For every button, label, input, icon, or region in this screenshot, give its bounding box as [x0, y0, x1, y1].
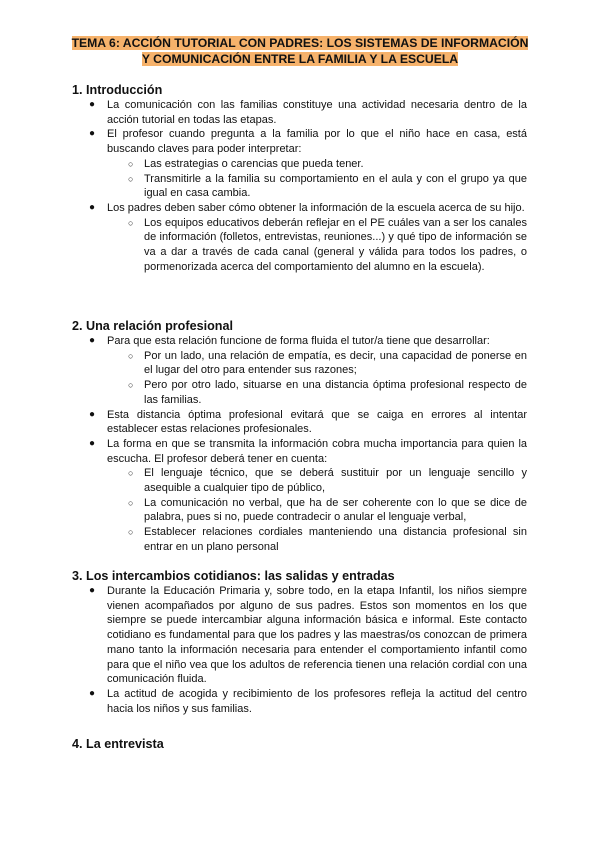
list-item — [0, 172, 527, 201]
bullet-icon: ● — [89, 99, 96, 110]
section-heading: 4. La entrevista — [72, 737, 164, 751]
list-item-text: La actitud de acogida y recibimiento de los profesores refleja la actitud del centro hacia los niños y sus familias. — [107, 687, 527, 715]
hollow-bullet-icon: ○ — [128, 497, 134, 508]
list-item-text: Esta distancia óptima profesional evitará que se caiga en errores al intentar establecer estas relaciones profesionales. — [107, 408, 527, 436]
list-item-text: Transmitirle a la familia su comportamiento en el aula y con el grupo ya que igual en casa cambia. — [144, 172, 527, 200]
hollow-bullet-icon: ○ — [128, 173, 134, 184]
list-item — [0, 687, 527, 716]
section-body — [0, 584, 600, 716]
list-item — [0, 201, 527, 216]
hollow-bullet-icon: ○ — [128, 527, 134, 538]
hollow-bullet-icon: ○ — [128, 380, 134, 391]
list-item — [0, 525, 527, 554]
list-item-text: Por un lado, una relación de empatía, es decir, una capacidad de ponerse en el lugar del otro para entender sus razones; — [144, 349, 527, 377]
hollow-bullet-icon: ○ — [128, 468, 134, 479]
section-heading: 3. Los intercambios cotidianos: las salidas y entradas — [72, 569, 395, 583]
list-item — [0, 496, 527, 525]
list-item — [0, 349, 527, 378]
list-item-text: Pero por otro lado, situarse en una distancia óptima profesional respecto de las familias. — [144, 379, 527, 406]
list-item-text: Establecer relaciones cordiales manteniendo una distancia profesional sin entrar en un plano personal — [144, 526, 527, 553]
hollow-bullet-icon: ○ — [128, 350, 134, 361]
bullet-icon: ● — [89, 585, 96, 596]
list-item-text: La comunicación no verbal, que ha de ser coherente con lo que se dice de palabra, pues si no, puede contradecir o anular el lenguaje verbal, — [144, 496, 527, 524]
list-item — [0, 437, 527, 466]
list-item-text: Los padres deben saber cómo obtener la información de la escuela acerca de su hijo. — [107, 201, 525, 214]
title-line-2: Y COMUNICACIÓN ENTRE LA FAMILIA Y LA ESCUELA — [141, 51, 459, 66]
list-item-text: La comunicación con las familias constituye una actividad necesaria dentro de la acción tutorial en todas las etapas. — [107, 99, 527, 126]
bullet-icon: ● — [89, 201, 96, 213]
list-item-text: Los equipos educativos deberán reflejar en el PE cuáles van a ser los canales de información (folletos, entrevistas, reuniones...) y qué tipo de información se va a dar a través de cada canal (general y válida para todos los padres, o pormenorizada acerca del comportamiento del alumno en la escuela). — [144, 216, 527, 273]
section-body — [0, 334, 600, 555]
list-item — [0, 466, 527, 495]
section-heading: 1. Introducción — [72, 83, 163, 97]
list-item-text: El profesor cuando pregunta a la familia por lo que el niño hace en casa, está buscando claves para poder interpretar: — [107, 128, 527, 156]
hollow-bullet-icon: ○ — [128, 158, 134, 169]
bullet-icon: ● — [89, 335, 96, 346]
list-item — [0, 584, 527, 687]
list-item — [0, 378, 527, 407]
title-line-1: TEMA 6: ACCIÓN TUTORIAL CON PADRES: LOS SISTEMAS DE INFORMACIÓN — [71, 36, 529, 50]
document-title — [0, 36, 600, 67]
bullet-icon: ● — [89, 128, 96, 140]
list-item — [0, 334, 527, 349]
bullet-icon: ● — [89, 408, 96, 420]
list-item-text: La forma en que se transmita la información cobra mucha importancia para quien la escucha. El profesor deberá tener en cuenta: — [107, 437, 527, 465]
list-item-text: Las estrategias o carencias que pueda tener. — [144, 157, 364, 170]
list-item — [0, 98, 527, 127]
bullet-icon: ● — [89, 687, 96, 699]
section-body — [0, 98, 600, 274]
list-item-text: Para que esta relación funcione de forma fluida el tutor/a tiene que desarrollar: — [107, 335, 490, 347]
bullet-icon: ● — [89, 437, 96, 449]
list-item — [0, 127, 527, 156]
section-heading: 2. Una relación profesional — [72, 319, 233, 333]
list-item-text: El lenguaje técnico, que se deberá sustituir por un lenguaje sencillo y asequible a cualquier tipo de público, — [144, 467, 527, 495]
hollow-bullet-icon: ○ — [128, 217, 134, 228]
list-item — [0, 216, 527, 275]
list-item-text: Durante la Educación Primaria y, sobre todo, en la etapa Infantil, los niños siempre vienen acompañados por alguno de sus padres. Estos son momentos en los que siempre se puede intercambiar alguna información básica e informal. Este contacto cotidiano es fundamental para que los padres y las maestras/os conozcan de primera mano tanto la información necesaria para entender el comportamiento infantil como para que el niño vea que los adultos de referencia tienen una relación cordial con una comunicación fluida. — [107, 585, 527, 686]
list-item — [0, 408, 527, 437]
list-item — [0, 157, 527, 172]
